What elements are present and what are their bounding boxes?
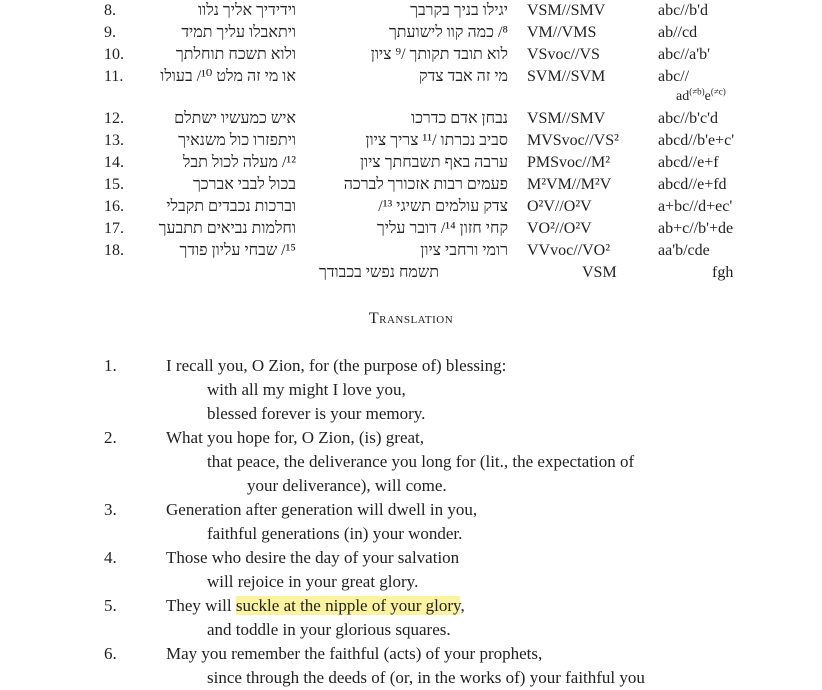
hebrew-colon-b: ויתפזרו כול משנאיך — [178, 132, 296, 149]
verse-line: and toddle in your glorious squares. — [207, 620, 451, 639]
verse-text: , — [460, 596, 465, 615]
verse-line: blessed forever is your memory. — [207, 404, 426, 423]
hebrew-row — [0, 262, 822, 284]
verse-line: that peace, the deliverance you long for (lit., the expectation of — [207, 452, 635, 471]
hebrew-row — [0, 0, 822, 22]
verse-line: faithful generations (in) your wonder. — [207, 524, 463, 543]
hebrew-row — [0, 130, 822, 152]
verse-number: 3. — [104, 500, 117, 519]
hebrew-colon-b: בכול לבבי אברכך — [192, 176, 296, 193]
hebrew-colon-b: ¹²/ מעלה לכול תבל — [182, 154, 296, 171]
hebrew-row — [0, 152, 822, 174]
section-title: Translation — [368, 310, 454, 327]
verse-number: 5. — [104, 596, 117, 615]
syntax-pattern: M²VM//M²V — [527, 176, 612, 193]
parallel-scheme: abcd//e+f — [658, 154, 719, 171]
verse-line: Generation after generation will dwell in you, — [166, 500, 478, 519]
hebrew-row — [0, 44, 822, 66]
hebrew-colon-a: יגילו בניך בקרבך — [410, 2, 508, 19]
hebrew-colon-b: וברכות נכבדים תקבלי — [166, 198, 296, 215]
verse-line: Those who desire the day of your salvation — [166, 548, 460, 567]
parallel-scheme: abcd//b'e+c' — [658, 132, 735, 149]
parallel-scheme: abc//b'd — [658, 2, 708, 19]
line-number: 13. — [104, 132, 124, 149]
verse-number: 6. — [104, 644, 117, 663]
scheme-superscript: (≠c) — [710, 86, 726, 97]
line-number: 12. — [104, 110, 124, 127]
verse-line — [166, 594, 465, 618]
hebrew-colon-a: סביב נכרתו /¹¹ צריך ציון — [365, 132, 508, 149]
line-number: 8. — [104, 2, 116, 19]
parallel-scheme: fgh — [712, 264, 734, 281]
hebrew-colon-a: ⁸/ כמה קוו לישועתך — [388, 24, 508, 41]
hebrew-colon-a: מי זה אבד צדק — [419, 68, 508, 85]
line-number: 10. — [104, 46, 124, 63]
syntax-pattern: VSM — [582, 264, 617, 281]
syntax-pattern: VO²//O²V — [527, 220, 592, 237]
parallel-scheme: ab//cd — [658, 24, 698, 41]
hebrew-colon-b: וידידיך אליך נלוו — [198, 2, 296, 19]
line-number: 9. — [104, 24, 116, 41]
line-number: 14. — [104, 154, 124, 171]
hebrew-colon-b: או מי זה מלט ¹⁰/ בעולו — [160, 68, 296, 85]
parallel-scheme: abc//a'b' — [658, 46, 710, 63]
verse-line: May you remember the faithful (acts) of your prophets, — [166, 644, 543, 663]
hebrew-row — [0, 218, 822, 240]
scheme-continuation — [676, 88, 726, 106]
hebrew-colon-b: איש כמעשיו ישתלם — [174, 110, 296, 127]
verse-line: will rejoice in your great glory. — [207, 572, 419, 591]
hebrew-colon-b: ויתאבלו עליך תמיד — [181, 24, 296, 41]
verse-line: What you hope for, O Zion, (is) great, — [166, 428, 425, 447]
hebrew-colon-a: ערבה באף תשבחתך ציון — [359, 154, 508, 171]
line-number: 17. — [104, 220, 124, 237]
hebrew-colon-a: קחי חזון ¹⁴/ דובר עליך — [376, 220, 508, 237]
hebrew-row — [0, 108, 822, 130]
parallel-scheme: abc// — [658, 68, 690, 85]
syntax-pattern: VSvoc//VS — [527, 46, 600, 63]
syntax-pattern: VVvoc//VO² — [527, 242, 611, 259]
verse-line: since through the deeds of (or, in the works of) your faithful you — [207, 668, 645, 687]
hebrew-colon-b: ולוא תשכח תוחלתך — [175, 46, 296, 63]
verse-number: 4. — [104, 548, 117, 567]
hebrew-row — [0, 66, 822, 88]
hebrew-row — [0, 174, 822, 196]
syntax-pattern: PMSvoc//M² — [527, 154, 611, 171]
line-number: 11. — [104, 68, 124, 85]
verse-line: with all my might I love you, — [207, 380, 406, 399]
hebrew-colon-a: נבחן אדם כדרכו — [410, 110, 508, 127]
syntax-pattern: SVM//SVM — [527, 68, 606, 85]
parallel-scheme: abcd//e+fd — [658, 176, 727, 193]
hebrew-colon-a: צדק עולמים תשיגי ¹³/ — [378, 198, 508, 215]
verse-line: I recall you, O Zion, for (the purpose of) blessing: — [166, 356, 507, 375]
line-number: 18. — [104, 242, 124, 259]
parallel-scheme: abc//b'c'd — [658, 110, 718, 127]
line-number: 15. — [104, 176, 124, 193]
verse-number: 2. — [104, 428, 117, 447]
hebrew-colon-a: לוא תובד תקותך /⁹ ציון — [370, 46, 508, 63]
hebrew-row — [0, 22, 822, 44]
hebrew-row — [0, 196, 822, 218]
syntax-pattern: O²V//O²V — [527, 198, 592, 215]
hebrew-colon-a: פעמים רבות אזכורך לברכה — [343, 176, 508, 193]
verse-line: your deliverance), will come. — [247, 476, 447, 495]
syntax-pattern: MVSvoc//VS² — [527, 132, 619, 149]
hebrew-row — [0, 240, 822, 262]
scheme-superscript: (≠b) — [689, 86, 705, 97]
parallel-scheme: ab+c//b'+de — [658, 220, 734, 237]
parallel-scheme: aa'b/cde — [658, 242, 710, 259]
highlighted-text[interactable]: suckle at the nipple of your glory — [235, 596, 461, 615]
hebrew-colon-b: תשמח נפשי בכבודך — [318, 264, 439, 281]
scheme-base: ad — [676, 89, 690, 104]
syntax-pattern: VSM//SMV — [527, 2, 606, 19]
verse-text: They will — [166, 596, 236, 615]
line-number: 16. — [104, 198, 124, 215]
syntax-pattern: VM//VMS — [527, 24, 597, 41]
hebrew-colon-b: ¹⁵/ שבחי עליון פודך — [179, 242, 296, 259]
hebrew-colon-a: רומי ורחבי ציון — [420, 242, 508, 259]
hebrew-colon-b: וחלמות נביאים תתבעך — [158, 220, 296, 237]
parallel-scheme: a+bc//d+ec' — [658, 198, 733, 215]
syntax-pattern: VSM//SMV — [527, 110, 606, 127]
verse-number: 1. — [104, 356, 117, 375]
scheme-mid: e — [704, 89, 711, 104]
